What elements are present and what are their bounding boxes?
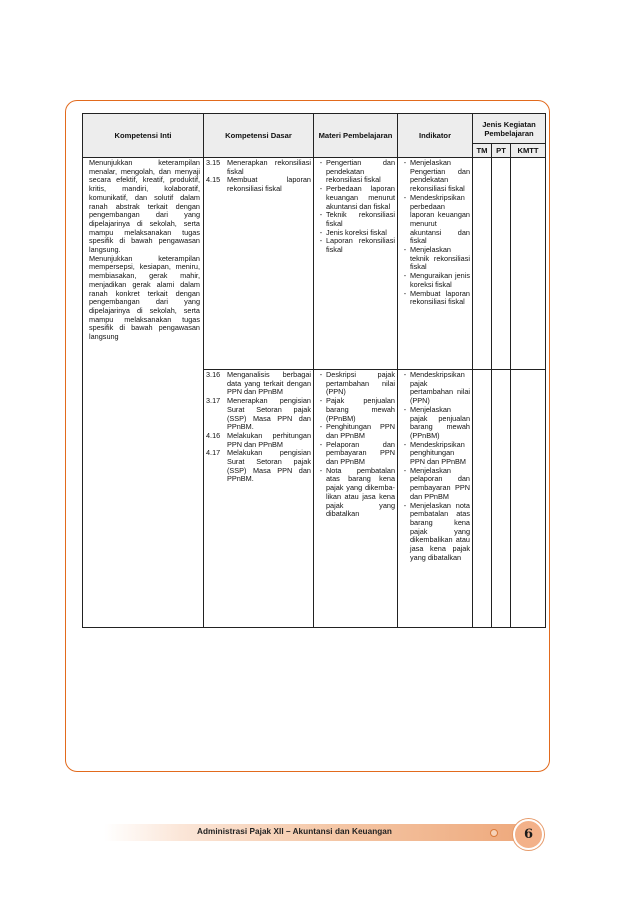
indikator-item: - Menjelaskan pajak penjualan barang mewah (PPnBM) — [403, 404, 470, 440]
materi-item: - Teknik rekonsiliasi fiskal — [319, 210, 395, 228]
indikator-item: - Menjelaskan pelaporan dan pembayaran PPN dan PPnBM — [403, 465, 470, 501]
indikator-item: - Menjelaskan Pengertian dan pendekatan rekonsiliasi fiskal — [403, 158, 470, 194]
header-materi: Materi Pembelajaran — [314, 114, 398, 158]
footer-title: Administrasi Pajak XII – Akuntansi dan Keuangan — [197, 827, 392, 836]
indikator-item: - Menjelaskan teknik rekonsiliasi fiskal — [403, 245, 470, 272]
footer-dot-icon — [490, 829, 498, 837]
indikator-cell — [398, 158, 473, 370]
tm-cell — [473, 370, 492, 628]
curriculum-table — [82, 113, 546, 628]
kd-item: 4.15 Membuat laporan rekonsiliasi fiskal — [206, 175, 311, 194]
materi-cell — [314, 370, 398, 628]
materi-item: - Penghitungan PPN dan PPnBM — [319, 422, 395, 440]
indikator-item: - Membuat laporan rekonsiliasi fiskal — [403, 288, 470, 307]
kd-cell — [204, 158, 314, 370]
materi-item: - Nota pembatalan atas barang kena pajak yang dikemba-likan atau jasa kena pajak yang dibatalkan — [319, 465, 395, 519]
materi-cell — [314, 158, 398, 370]
kd-cell — [204, 370, 314, 628]
materi-item: - Pajak penjualan barang mewah (PPnBM) — [319, 396, 395, 423]
header-kompetensi-dasar: Kompetensi Dasar — [204, 114, 314, 158]
ki-cell — [83, 158, 204, 628]
indikator-item: - Mendeskripsikan penghitungan PPN dan PPnBM — [403, 439, 466, 467]
pt-cell — [492, 158, 511, 370]
indikator-item: - Menjelaskan nota pembatalan atas barang kena pajak yang dikembalikan atau jasa kena pajak yang dibatalkan — [403, 500, 470, 562]
page-number: 6 — [513, 819, 544, 850]
materi-item: - Deskripsi pajak pertambahan nilai (PPN) — [319, 370, 395, 397]
indikator-item: - Menguraikan jenis koreksi fiskal — [403, 271, 470, 289]
kmtt-cell — [511, 158, 546, 370]
ki-paragraph: Menunjukkan keterampilan mempersepsi, kesiapan, meniru, membiasakan, gerak mahir, menjadikan gerak alami dalam ranah konkret terkait dengan pengembangan dari yang dipelajarinya di sekolah, serta mampu melaksanakan tugas spesifik di bawah pengawasan langsung — [89, 253, 200, 342]
table-row — [83, 158, 546, 370]
materi-item: - Pelaporan dan pembayaran PPN dan PPnBM — [319, 439, 395, 467]
kd-item: 4.17 Melakukan pengisian Surat Setoran pajak (SSP) Masa PPN dan PPnBM. — [206, 448, 311, 484]
kd-item: 3.15 Menerapkan rekonsiliasi fiskal — [206, 158, 311, 176]
kmtt-cell — [511, 370, 546, 628]
materi-item: - Pengertian dan pendekatan rekonsiliasi fiskal — [319, 158, 395, 185]
header-indikator: Indikator — [398, 114, 473, 158]
header-kompetensi-inti: Kompetensi Inti — [83, 114, 204, 158]
indikator-item: - Mendeskripsikan perbedaan laporan keuangan menurut akuntansi dan fiskal — [403, 192, 470, 246]
tm-cell — [473, 158, 492, 370]
header-tm: TM — [473, 144, 492, 158]
header-kmtt: KMTT — [511, 144, 546, 158]
materi-item: - Perbedaan laporan keuangan menurut akuntansi dan fiskal — [319, 184, 395, 211]
header-pt: PT — [492, 144, 511, 158]
kd-item: 4.16 Melakukan perhitungan PPN dan PPnBM — [206, 430, 311, 449]
indikator-item: - Mendeskripsikan pajak pertambahan nilai (PPN) — [403, 370, 470, 406]
pt-cell — [492, 370, 511, 628]
kd-item: 3.17 Menerapkan pengisian Surat Setoran pajak (SSP) Masa PPN dan PPnBM. — [206, 396, 311, 432]
materi-item: - Jenis koreksi fiskal — [319, 227, 387, 237]
ki-paragraph: Menunjukkan keterampilan menalar, mengolah, dan menyaji secara efektif, kreatif, produktif, kritis, mandiri, kolaboratif, komunikatif, dan solutif dalam ranah abstrak terkait dengan pengembangan dari yang dipelajarinya di sekolah, serta mampu melaksanakan tugas spesifik di bawah pengawasan langsung. — [89, 158, 200, 255]
kd-item: 3.16 Menganalisis berbagai data yang terkait dengan PPN dan PPnBM — [206, 370, 311, 397]
indikator-cell — [398, 370, 473, 628]
materi-item: - Laporan rekonsiliasi fiskal — [319, 236, 395, 255]
header-jenis-kegiatan: Jenis Kegiatan Pembelajaran — [473, 114, 546, 144]
